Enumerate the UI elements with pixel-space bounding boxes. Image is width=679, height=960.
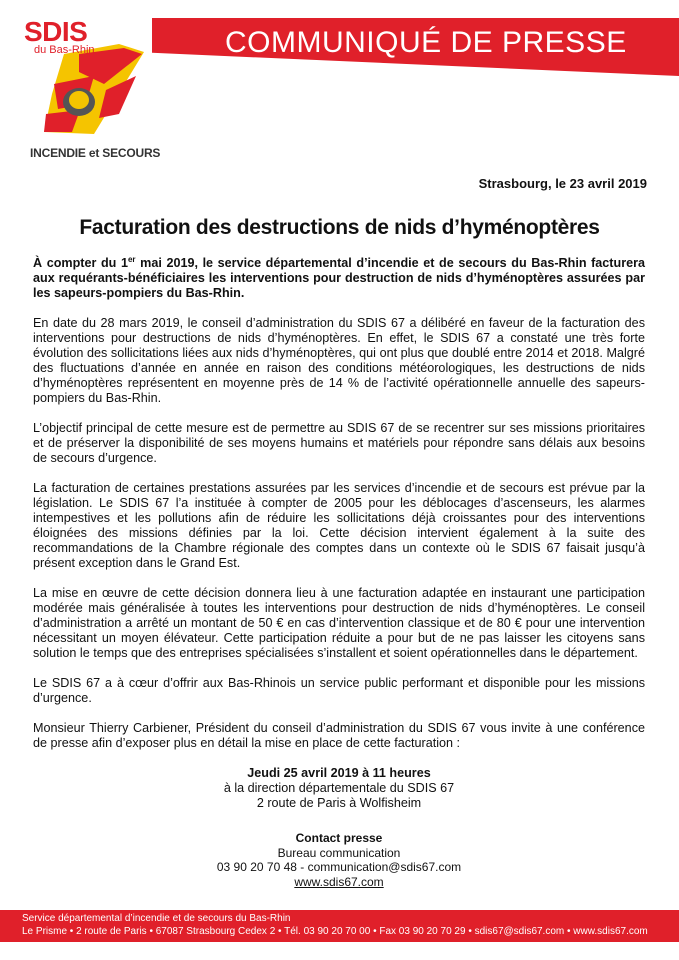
body-paragraph: La mise en œuvre de cette décision donnera lieu à une facturation adaptée en instaurant une participation modérée mais généralisée à toutes les interventions pour destruction de nids d’hyménoptères. Le conseil d’administration a arrêté un montant de 50 € en cas d’intervention classique et de 80 € pour une intervention nécessitant un moyen élévateur. Cette participation réduite a pour but de ne pas laisser les citoyens sans solution le temps que des entreprises spécialisées s’installent et soient opérationnelles dans le département. (33, 586, 645, 660)
contact-phone-email: 03 90 20 70 48 - communication@sdis67.com (216, 860, 462, 874)
page-title: Facturation des destructions de nids d’hyménoptères (79, 216, 600, 239)
footer-contact-line: Le Prisme • 2 route de Paris • 67087 Strasbourg Cedex 2 • Tél. 03 90 20 70 00 • Fax 03 90 20 70 29 • sdis67@sdis67.com • www.sdis67.com (22, 925, 648, 937)
press-date: Strasbourg, le 23 avril 2019 (478, 176, 647, 191)
event-info (33, 766, 645, 811)
banner-title: COMMUNIQUÉ DE PRESSE (225, 26, 627, 59)
event-datetime: Jeudi 25 avril 2019 à 11 heures (247, 766, 431, 780)
lead-superscript: er (127, 254, 136, 264)
lead-text-start: À compter du 1 (33, 256, 128, 270)
website-link[interactable]: www.sdis67.com (294, 874, 384, 889)
body-paragraph: Le SDIS 67 a à cœur d’offrir aux Bas-Rhinois un service public performant et disponible pour les missions d’urgence. (33, 676, 645, 705)
logo-name: SDIS (24, 16, 88, 47)
press-body (33, 256, 645, 889)
body-paragraph: L’objectif principal de cette mesure est de permettre au SDIS 67 de se recentrer sur ses missions prioritaires et de préserver la disponibilité de ses moyens humains et matériels pour répondre sans délais aux besoins de secours d’urgence. (33, 421, 645, 465)
body-paragraph: La facturation de certaines prestations assurées par les services d’incendie et de secours est prévue par la législation. Le SDIS 67 l’a instituée à compter de 2005 pour les déblocages d’ascenseurs, les alarmes intempestives et les pollutions afin de réduire les sollicitations déjà croissantes pour des interventions éloignées des missions définies par la loi. Cette décision intervient également à la suite des recommandations de la Chambre régionale des comptes dans un contexte où le SDIS 67 faisait jusqu’à présent exception dans le Grand Est. (33, 481, 645, 570)
event-place: à la direction départementale du SDIS 67 (223, 781, 455, 795)
body-paragraph: En date du 28 mars 2019, le conseil d’administration du SDIS 67 a délibéré en faveur de la facturation des interventions pour destructions de nids d’hyménoptères. En effet, le SDIS 67 a constaté une très forte évolution des sollicitations liées aux nids d’hyménoptères, qui ont plus que doublé entre 2014 et 2018. Malgré des fluctuations d’année en année en raison des conditions météorologiques, les destructions de nids d’hyménoptères représentent en moyenne près de 14 % de l’activité opérationnelle annuelle des sapeurs-pompiers du Bas-Rhin. (33, 316, 645, 405)
body-paragraph: Monsieur Thierry Carbiener, Président du conseil d’administration du SDIS 67 vous invite à une conférence de presse afin d’exposer plus en détail la mise en place de cette facturation : (33, 721, 645, 750)
footer-org-name: Service départemental d’incendie et de secours du Bas-Rhin (22, 913, 291, 924)
contact-heading: Contact presse (295, 831, 383, 845)
event-address: 2 route de Paris à Wolfisheim (256, 796, 422, 810)
lead-paragraph (33, 256, 645, 301)
logo-subname: du Bas-Rhin (34, 44, 95, 56)
page-footer (0, 910, 679, 942)
contact-office: Bureau communication (277, 845, 401, 860)
lead-text-end: mai 2019, le service départemental d’incendie et de secours du Bas-Rhin facturera aux requérants-bénéficiaires les interventions pour destruction de nids d’hyménoptères assurées par les sapeurs-pompiers du Bas-Rhin. (33, 256, 646, 300)
press-contact (33, 831, 645, 889)
logo-caption: INCENDIE et SECOURS (30, 146, 161, 160)
